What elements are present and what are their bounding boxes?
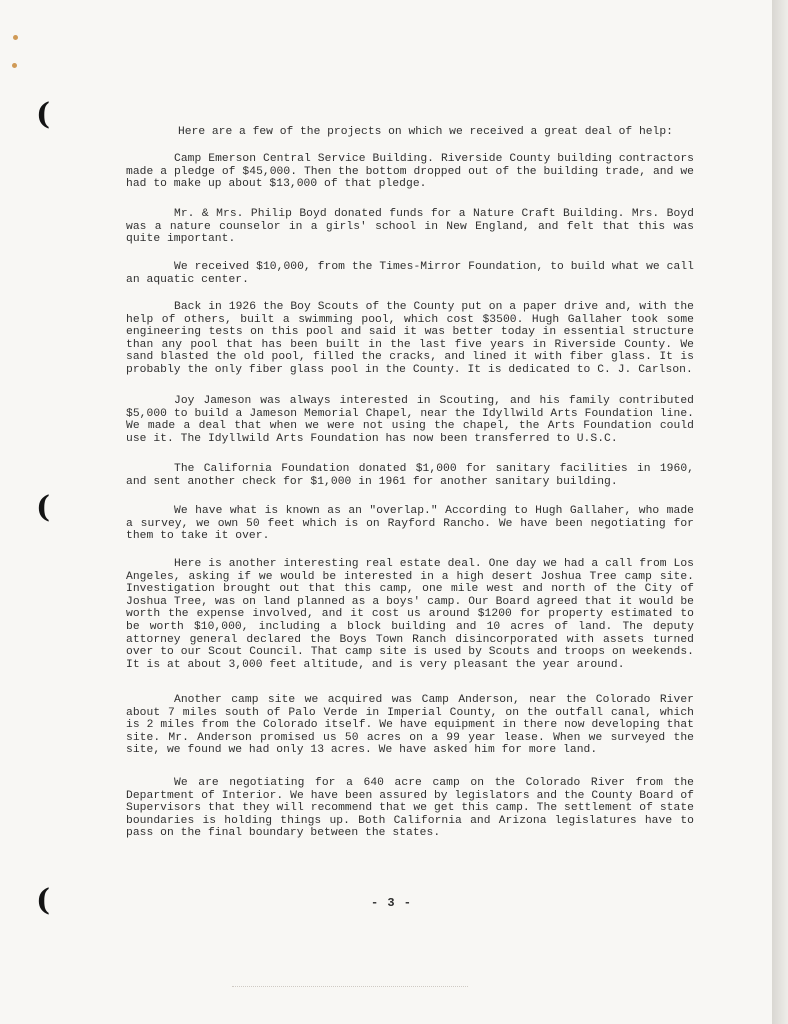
page-number: - 3 - — [371, 896, 413, 910]
paragraph-jameson: Joy Jameson was always interested in Scouting, and his family contributed $5,000 to build a Jameson Memorial Chapel, near the Idyllwild Arts Foundation line. We made a deal that when we were not using the chapel, the Arts Foundation could use it. The Idyllwild Arts Foundation has now been transferred to U.S.C. — [126, 395, 701, 445]
paragraph-camp-anderson: Another camp site we acquired was Camp Anderson, near the Colorado River about 7 miles south of Palo Verde in Imperial County, on the outfall canal, which is 2 miles from the Colorado itself. We have equipment in there now developing that site. Mr. Anderson promised us 50 acres on a 99 year lease. When we surveyed the site, we found we had only 13 acres. We have asked him for more land. — [126, 694, 701, 757]
binder-hole-mark: ( — [36, 97, 51, 132]
binder-hole-mark: ( — [36, 883, 51, 918]
paragraph-colorado-river: We are negotiating for a 640 acre camp on the Colorado River from the Department of Interior. We have been assured by legislators and the County Board of Supervisors that they will recommend that we get this camp. The settlement of state boundaries is holding things up. Both California and Arizona legislatures have to pass on the final boundary between the states. — [126, 777, 701, 840]
stain-mark — [13, 35, 18, 40]
intro-line: Here are a few of the projects on which we received a great deal of help: — [178, 126, 673, 138]
binder-hole-mark: ( — [36, 490, 51, 525]
page-edge-shadow — [772, 0, 788, 1024]
paragraph-swimming-pool: Back in 1926 the Boy Scouts of the County put on a paper drive and, with the help of others, built a swimming pool, which cost $3500. Hugh Gallaher took some engineering tests on this pool and said it was better today in essential structure than any pool that has been built in the last five years in Riverside County. We sand blasted the old pool, filled the cracks, and lined it with fiber glass. It is probably the only fiber glass pool in the County. It is dedicated to C. J. Carlson. — [126, 301, 701, 376]
paragraph-overlap: We have what is known as an "overlap." According to Hugh Gallaher, who made a survey, we own 50 feet which is on Rayford Rancho. We have been negotiating for them to take it over. — [126, 505, 701, 543]
paragraph-times-mirror: We received $10,000, from the Times-Mirror Foundation, to build what we call an aquatic center. — [126, 261, 701, 286]
paragraph-camp-emerson: Camp Emerson Central Service Building. Riverside County building contractors made a pledge of $45,000. Then the bottom dropped out of the building trade, and we had to make up about $13,000 of that pledge. — [126, 153, 701, 191]
paragraph-joshua-tree: Here is another interesting real estate deal. One day we had a call from Los Angeles, asking if we would be interested in a high desert Joshua Tree camp site. Investigation brought out that this camp, one mile west and north of the City of Joshua Tree, was on land planned as a boys' camp. Our Board agreed that it would be worth the expense involved, and it cost us around $1200 for property estimated to be worth $10,000, including a block building and 10 acres of land. The deputy attorney general declared the Boys Town Ranch disincorporated with assets turned over to our Scout Council. That camp site is used by Scouts and troops on weekends. It is at about 3,000 feet altitude, and is very pleasant the year around. — [126, 558, 701, 671]
paragraph-california-foundation: The California Foundation donated $1,000 for sanitary facilities in 1960, and sent another check for $1,000 in 1961 for another sanitary building. — [126, 463, 701, 488]
stain-mark — [12, 63, 17, 68]
paragraph-boyd: Mr. & Mrs. Philip Boyd donated funds for a Nature Craft Building. Mrs. Boyd was a nature counselor in a girls' school in New England, and felt that this was quite important. — [126, 208, 701, 246]
footer-dotted-rule — [232, 986, 468, 987]
